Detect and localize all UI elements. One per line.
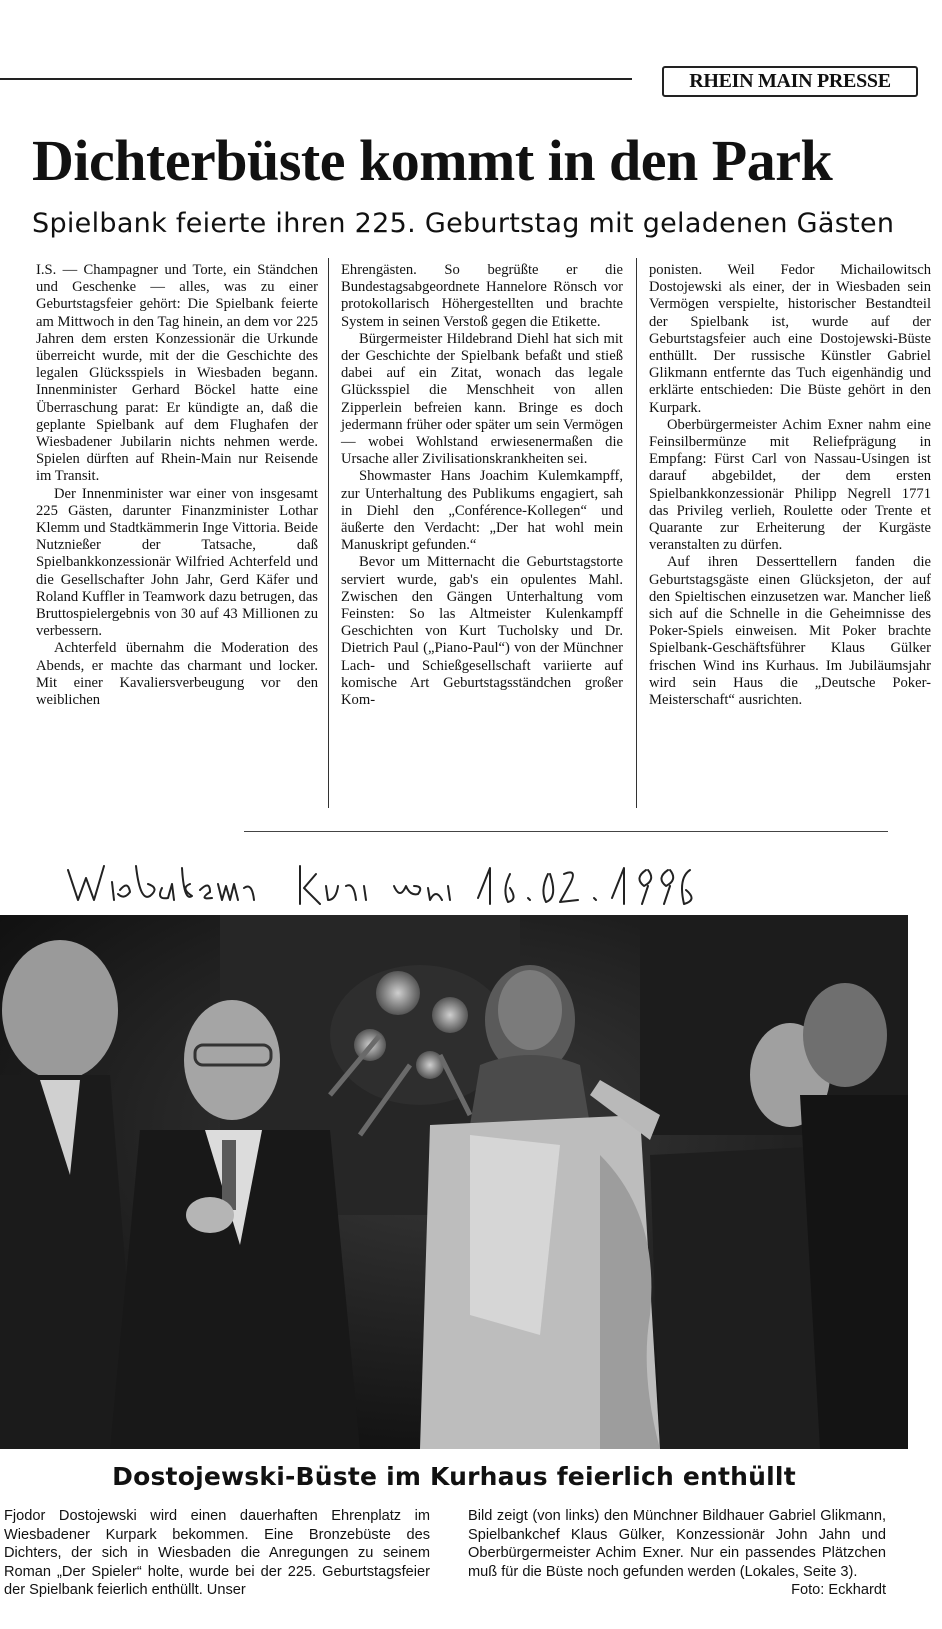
paragraph: Auf ihren Desserttellern fanden die Geburtstagsgäste einen Glücksjeton, der auf den Spieltischen einzusetzen war. Mancher ließ sich auf die Schnelle in die Geheimnisse des Poker-Spiels einweisen. Mit Poker brachte Spielbank-Geschäftsführer Klaus Gülker frischen Wind ins Kurhaus. Im Jubiläumsjahr wird sein Haus die „Deutsche Poker-Meisterschaft“ ausrichten. [649, 554, 931, 709]
article-column-2 [341, 262, 623, 709]
pedestal [420, 1115, 660, 1449]
photo-credit: Foto: Eckhardt [791, 1582, 886, 1598]
event-photo [0, 915, 908, 1449]
headline: Dichterbüste kommt in den Park [32, 128, 833, 193]
paragraph: Bevor um Mitternacht die Geburtstagstorte serviert wurde, gab's ein opulentes Mahl. Zwischen den Gängen Unterhaltung vom Feinsten: So las Altmeister Kulenkampff Geschichten von Kurt Tucholsky und Dr. Dietrich Paul („Piano-Paul“) von der Münchner Lach- und Schießgesellschaft variierte auf komische Art Geburtstagsständchen großer Kom- [341, 554, 623, 709]
article-column-3 [649, 262, 931, 709]
column-divider [636, 258, 637, 808]
subheadline: Spielbank feierte ihren 225. Geburtstag mit geladenen Gästen [32, 208, 895, 239]
handwritten-note [64, 860, 704, 916]
paragraph: Der Innenminister war einer von insgesamt 225 Gästen, darunter Finanzminister Lothar Klemm und Stadtkämmerin Inge Vittoria. Beide Nutznießer der Tatsache, daß Spielbankkonzessionär Wilfried Achterfeld und die Gesellschafter John Jahr, Gerd Käfer und Roland Kuffler in Teamwork dazu betrugen, das Bruttospielergebnis von 30 auf 43 Millionen zu verbessern. [36, 485, 318, 640]
masthead-box: RHEIN MAIN PRESSE [662, 66, 918, 97]
paragraph: Achterfeld übernahm die Moderation des Abends, er machte das charmant und locker. Mit einer Kavaliersverbeugung vor den weiblichen [36, 640, 318, 709]
paragraph: ponisten. Weil Fedor Michailowitsch Dostojewski als einer, der in Wiesbaden sein Vermögen verspielte, historischer Bestandteil der Spielbank ist, wurde auf der Geburtstagsfeier auch eine Dostojewski-Büste enthüllt. Der russische Künstler Gabriel Glikmann entfernte das Tuch eigenhändig und erklärte entschieden: Die Büste gehört in den Kurpark. [649, 262, 931, 416]
article-column-1 [36, 262, 318, 709]
paragraph: Oberbürgermeister Achim Exner nahm eine Feinsilbermünze mit Reliefprägung in Empfang: Fürst Carl von Nassau-Usingen ist darauf abgebildet, der dem ersten Spielbankkonzessionär Philipp Negrell 1771 das Privileg verlieh, Roulette oder Trente et Quarante zur Erheiterung der Kurgäste veranstalten zu dürfen. [649, 416, 931, 554]
photo-caption-title: Dostojewski-Büste im Kurhaus feierlich enthüllt [112, 1462, 796, 1491]
column-divider [328, 258, 329, 808]
caption-text: Bild zeigt (von links) den Münchner Bildhauer Gabriel Glikmann, Spielbankchef Klaus Gülker, Konzessionär John Jahn und Oberbürgermeister Achim Exner. Nur ein passendes Plätzchen muß für die Büste noch gefunden werden (Lokales, Seite 3). [468, 1508, 886, 1580]
paragraph: I.S. — Champagner und Torte, ein Ständchen und Geschenke — alles, was zu einer Geburtstagsfeier gehört: Die Spielbank feierte am Mittwoch in den Tag hinein, an dem vor 225 Jahren dem ersten Konzessionär die Urkunde überreicht wurde, mit der die Geschichte des legalen Glücksspiels in Wiesbaden begann. Innenminister Gerhard Böckel hatte eine Überraschung parat: Er kündigte an, daß die geplante Spielbank auf dem Flughafen der Wiesbadener Jubilarin nichts nehmen werde. Spielen dürften auf Rhein-Main nur Reisende im Transit. [36, 262, 318, 485]
photo-illustration [0, 915, 908, 1449]
paragraph: Showmaster Hans Joachim Kulemkampff, zur Unterhaltung des Publikums engagiert, sah in Diehl den „Conférence-Kollegen“ und äußerte den Verdacht: „Der hat wohl mein Manuskript gefunden.“ [341, 468, 623, 554]
paragraph: Bürgermeister Hildebrand Diehl hat sich mit der Geschichte der Spielbank befaßt und stieß dabei auf ein Zitat, wonach das legale Glücksspiel die Menschheit von allen Zipperlein befreien kann. Bringe es doch jedermann früher oder später um sein Vermögen — wobei Wohlstand erwiesenermaßen die Ursache aller Zivilisationskrankheiten sei. [341, 330, 623, 468]
paragraph: Ehrengästen. So begrüßte er die Bundestagsabgeordnete Hannelore Rönsch vor protokollarisch Höhergestellten und brachte System in seinen Verstoß gegen die Etikette. [341, 262, 623, 330]
article-end-rule [244, 831, 888, 832]
photo-caption-left: Fjodor Dostojewski wird einen dauerhaften Ehrenplatz im Wiesbadener Kurpark bekommen. Eine Bronzebüste des Dichters, der sich in Wiesbaden die Anregungen zu seinem Roman „Der Spieler“ holte, wurde bei der 225. Geburtstagsfeier der Spielbank feierlich enthüllt. Unser [4, 1508, 430, 1598]
photo-caption-right [468, 1507, 886, 1600]
top-rule [0, 78, 632, 80]
